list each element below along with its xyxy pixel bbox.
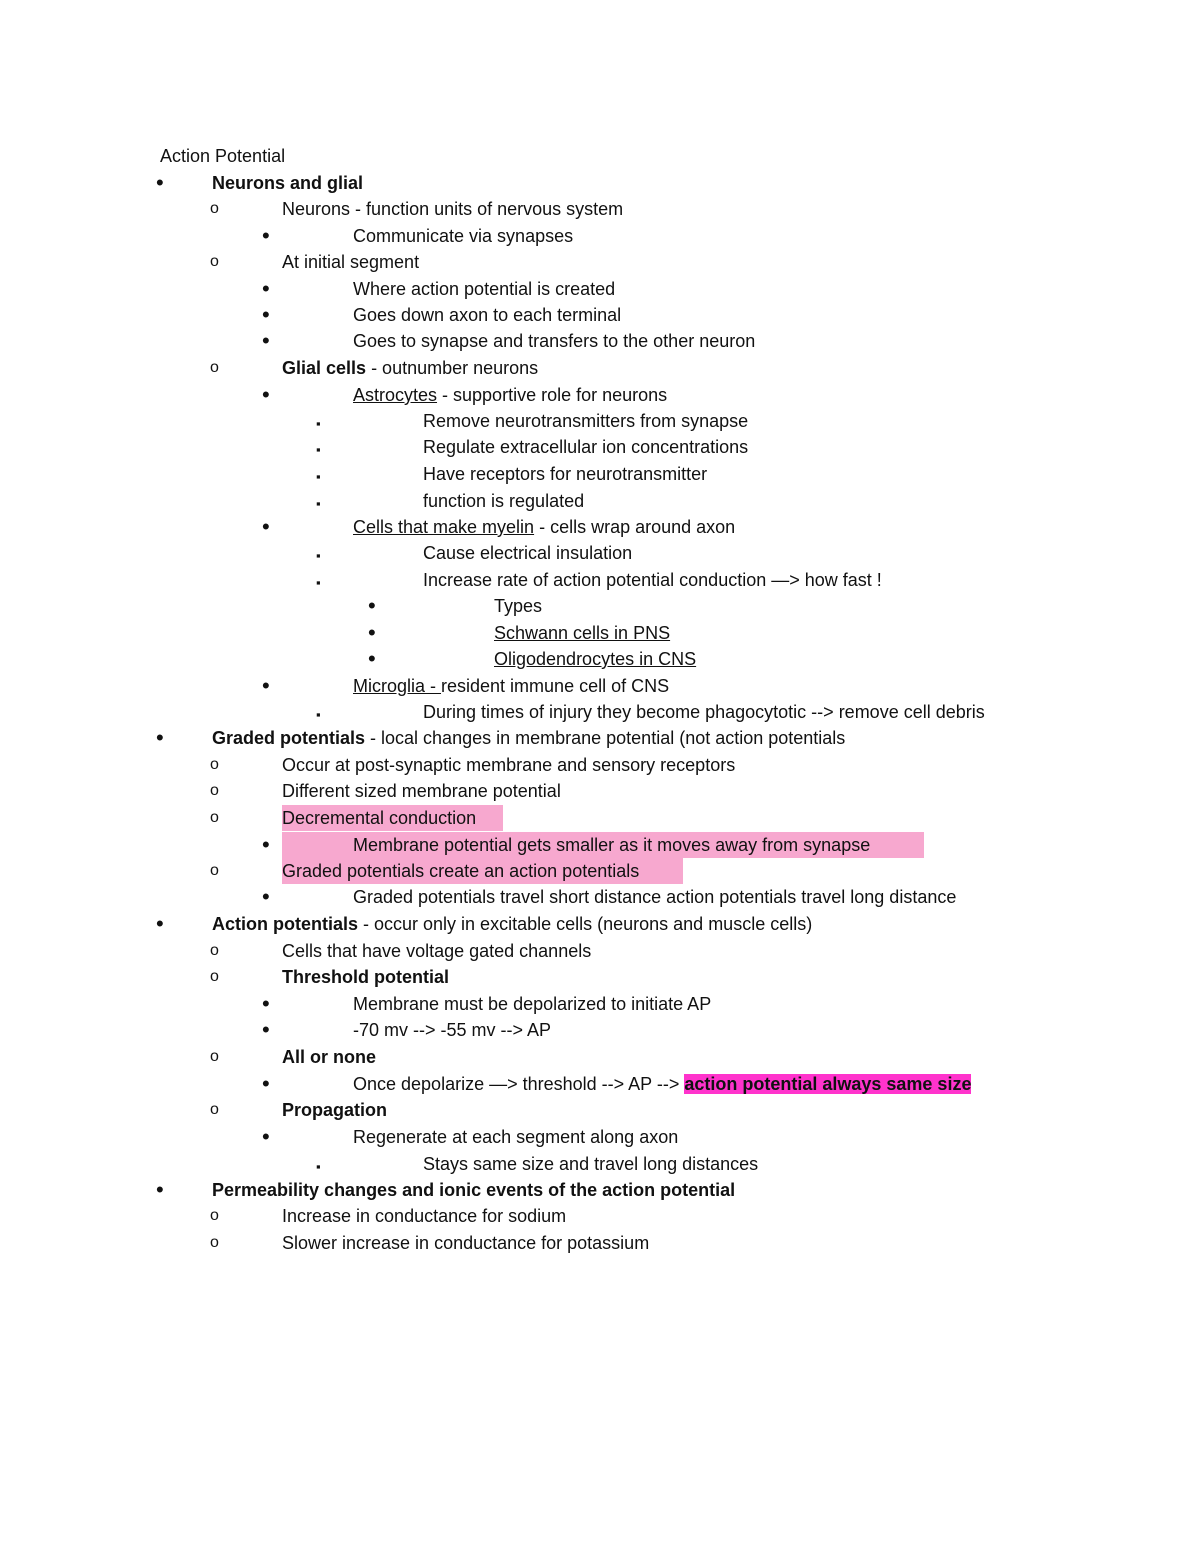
list-item-text: Schwann cells in PNS — [494, 623, 671, 643]
bullet-icon: • — [156, 911, 164, 936]
list-item-text: Decremental conduction — [282, 808, 477, 828]
bullet-icon: • — [262, 276, 270, 301]
section-heading: Neurons and glial — [212, 173, 364, 193]
list-item — [0, 251, 1200, 277]
highlighted-text: action potential always same size — [684, 1074, 972, 1094]
circle-bullet-icon: o — [210, 782, 219, 799]
list-item-text — [353, 384, 667, 406]
list-item-text: Communicate via synapses — [353, 226, 574, 246]
list-item-text — [282, 357, 538, 379]
list-item-text: Regenerate at each segment along axon — [353, 1127, 679, 1147]
bullet-icon: • — [262, 884, 270, 909]
list-item — [0, 834, 1200, 860]
term: Astrocytes — [353, 385, 438, 405]
bullet-icon: • — [262, 328, 270, 353]
list-item-text: Remove neurotransmitters from synapse — [423, 411, 749, 431]
circle-bullet-icon: o — [210, 200, 219, 217]
square-bullet-icon: ▪ — [316, 1159, 321, 1174]
list-item-text — [353, 1073, 971, 1095]
circle-bullet-icon: o — [210, 1207, 219, 1224]
list-item — [0, 807, 1200, 833]
list-item — [0, 542, 1200, 568]
list-item-text: Cause electrical insulation — [423, 543, 633, 563]
term: Cells that make myelin — [353, 517, 535, 537]
list-item — [0, 225, 1200, 251]
circle-bullet-icon: o — [210, 1101, 219, 1118]
circle-bullet-icon: o — [210, 942, 219, 959]
list-item — [0, 1179, 1200, 1205]
section-heading: Action potentials — [212, 914, 359, 934]
definition: - cells wrap around axon — [534, 517, 736, 537]
list-item-text: Membrane must be depolarized to initiate AP — [353, 994, 712, 1014]
list-item — [0, 780, 1200, 806]
list-item-text: Goes down axon to each terminal — [353, 305, 622, 325]
definition: - function units of nervous system — [350, 199, 624, 219]
bullet-icon: • — [262, 302, 270, 327]
square-bullet-icon: ▪ — [316, 469, 321, 484]
list-item — [0, 675, 1200, 701]
square-bullet-icon: ▪ — [316, 548, 321, 563]
list-item — [0, 754, 1200, 780]
definition: resident immune cell of CNS — [441, 676, 670, 696]
list-item-text: Oligodendrocytes in CNS — [494, 649, 697, 669]
list-item — [0, 516, 1200, 542]
list-item-text: Goes to synapse and transfers to the other neuron — [353, 331, 756, 351]
bullet-icon: • — [262, 991, 270, 1016]
term: Microglia - — [353, 676, 442, 696]
list-item — [0, 1073, 1200, 1099]
square-bullet-icon: ▪ — [316, 575, 321, 590]
list-item — [0, 1019, 1200, 1045]
list-item — [0, 490, 1200, 516]
circle-bullet-icon: o — [210, 756, 219, 773]
list-item-text — [212, 913, 812, 935]
list-item-text: Increase rate of action potential conduction —> how fast ! — [423, 570, 882, 590]
list-item-text: Propagation — [282, 1100, 388, 1120]
list-item — [0, 569, 1200, 595]
section-heading: Permeability changes and ionic events of the action potential — [212, 1180, 736, 1200]
list-item-text: Graded potentials travel short distance action potentials travel long distance — [353, 887, 957, 907]
bullet-icon: • — [368, 593, 376, 618]
list-item — [0, 330, 1200, 356]
list-item — [0, 410, 1200, 436]
list-item — [0, 622, 1200, 648]
list-item — [0, 727, 1200, 753]
list-item-text: All or none — [282, 1047, 376, 1067]
list-item-text — [353, 516, 735, 538]
list-item-text: Where action potential is created — [353, 279, 616, 299]
list-item — [0, 357, 1200, 383]
bullet-icon: • — [368, 620, 376, 645]
bullet-icon: • — [368, 646, 376, 671]
circle-bullet-icon: o — [210, 1234, 219, 1251]
list-item — [0, 940, 1200, 966]
list-item-text: Slower increase in conductance for potassium — [282, 1233, 650, 1253]
list-item-text: Graded potentials create an action potentials — [282, 861, 640, 881]
page-title: Action Potential — [160, 146, 286, 166]
list-item — [0, 172, 1200, 198]
list-item-text: Different sized membrane potential — [282, 781, 561, 801]
list-item-text — [212, 727, 845, 749]
bullet-icon: • — [262, 673, 270, 698]
list-item — [0, 463, 1200, 489]
list-item — [0, 1099, 1200, 1125]
circle-bullet-icon: o — [210, 359, 219, 376]
circle-bullet-icon: o — [210, 862, 219, 879]
term: Glial cells — [282, 358, 367, 378]
list-item — [0, 886, 1200, 912]
list-item — [0, 436, 1200, 462]
list-item-text — [282, 198, 623, 220]
list-item-text: Increase in conductance for sodium — [282, 1206, 567, 1226]
list-item-text — [353, 675, 669, 697]
list-item-text: -70 mv --> -55 mv --> AP — [353, 1020, 552, 1040]
square-bullet-icon: ▪ — [316, 442, 321, 457]
list-item — [0, 198, 1200, 224]
circle-bullet-icon: o — [210, 253, 219, 270]
section-heading: Graded potentials — [212, 728, 366, 748]
bullet-icon: • — [262, 382, 270, 407]
bullet-icon: • — [262, 223, 270, 248]
list-item — [0, 648, 1200, 674]
bullet-icon: • — [262, 514, 270, 539]
list-item-text: Types — [494, 596, 543, 616]
circle-bullet-icon: o — [210, 809, 219, 826]
list-item-text: At initial segment — [282, 252, 420, 272]
definition: - local changes in membrane potential (not action potentials — [365, 728, 846, 748]
list-item — [0, 913, 1200, 939]
circle-bullet-icon: o — [210, 1048, 219, 1065]
list-item-text: Cells that have voltage gated channels — [282, 941, 592, 961]
bullet-icon: • — [156, 170, 164, 195]
definition: - occur only in excitable cells (neurons and muscle cells) — [358, 914, 813, 934]
list-item-text: function is regulated — [423, 491, 585, 511]
list-item — [0, 1232, 1200, 1258]
square-bullet-icon: ▪ — [316, 416, 321, 431]
bullet-icon: • — [262, 1124, 270, 1149]
list-item-text: Regulate extracellular ion concentrations — [423, 437, 749, 457]
term: Neurons — [282, 199, 351, 219]
square-bullet-icon: ▪ — [316, 496, 321, 511]
list-item — [0, 1205, 1200, 1231]
bullet-icon: • — [262, 1071, 270, 1096]
list-item-text: Have receptors for neurotransmitter — [423, 464, 708, 484]
list-item — [0, 384, 1200, 410]
list-item-text: During times of injury they become phagocytotic --> remove cell debris — [423, 702, 985, 722]
list-item — [0, 860, 1200, 886]
list-item-text: Membrane potential gets smaller as it moves away from synapse — [353, 835, 871, 855]
definition: - supportive role for neurons — [437, 385, 668, 405]
list-item — [0, 993, 1200, 1019]
bullet-icon: • — [156, 1177, 164, 1202]
list-item — [0, 1126, 1200, 1152]
circle-bullet-icon: o — [210, 968, 219, 985]
bullet-icon: • — [156, 725, 164, 750]
list-item — [0, 1153, 1200, 1179]
bullet-icon: • — [262, 1017, 270, 1042]
list-item — [0, 595, 1200, 621]
list-item — [0, 278, 1200, 304]
list-item — [0, 304, 1200, 330]
list-item-text: Threshold potential — [282, 967, 450, 987]
plain-text: Once depolarize —> threshold --> AP --> — [353, 1074, 685, 1094]
list-item — [0, 701, 1200, 727]
square-bullet-icon: ▪ — [316, 707, 321, 722]
bullet-icon: • — [262, 832, 270, 857]
list-item — [0, 966, 1200, 992]
list-item-text: Occur at post-synaptic membrane and sensory receptors — [282, 755, 736, 775]
list-item-text: Stays same size and travel long distances — [423, 1154, 759, 1174]
list-item — [0, 1046, 1200, 1072]
definition: - outnumber neurons — [366, 358, 539, 378]
